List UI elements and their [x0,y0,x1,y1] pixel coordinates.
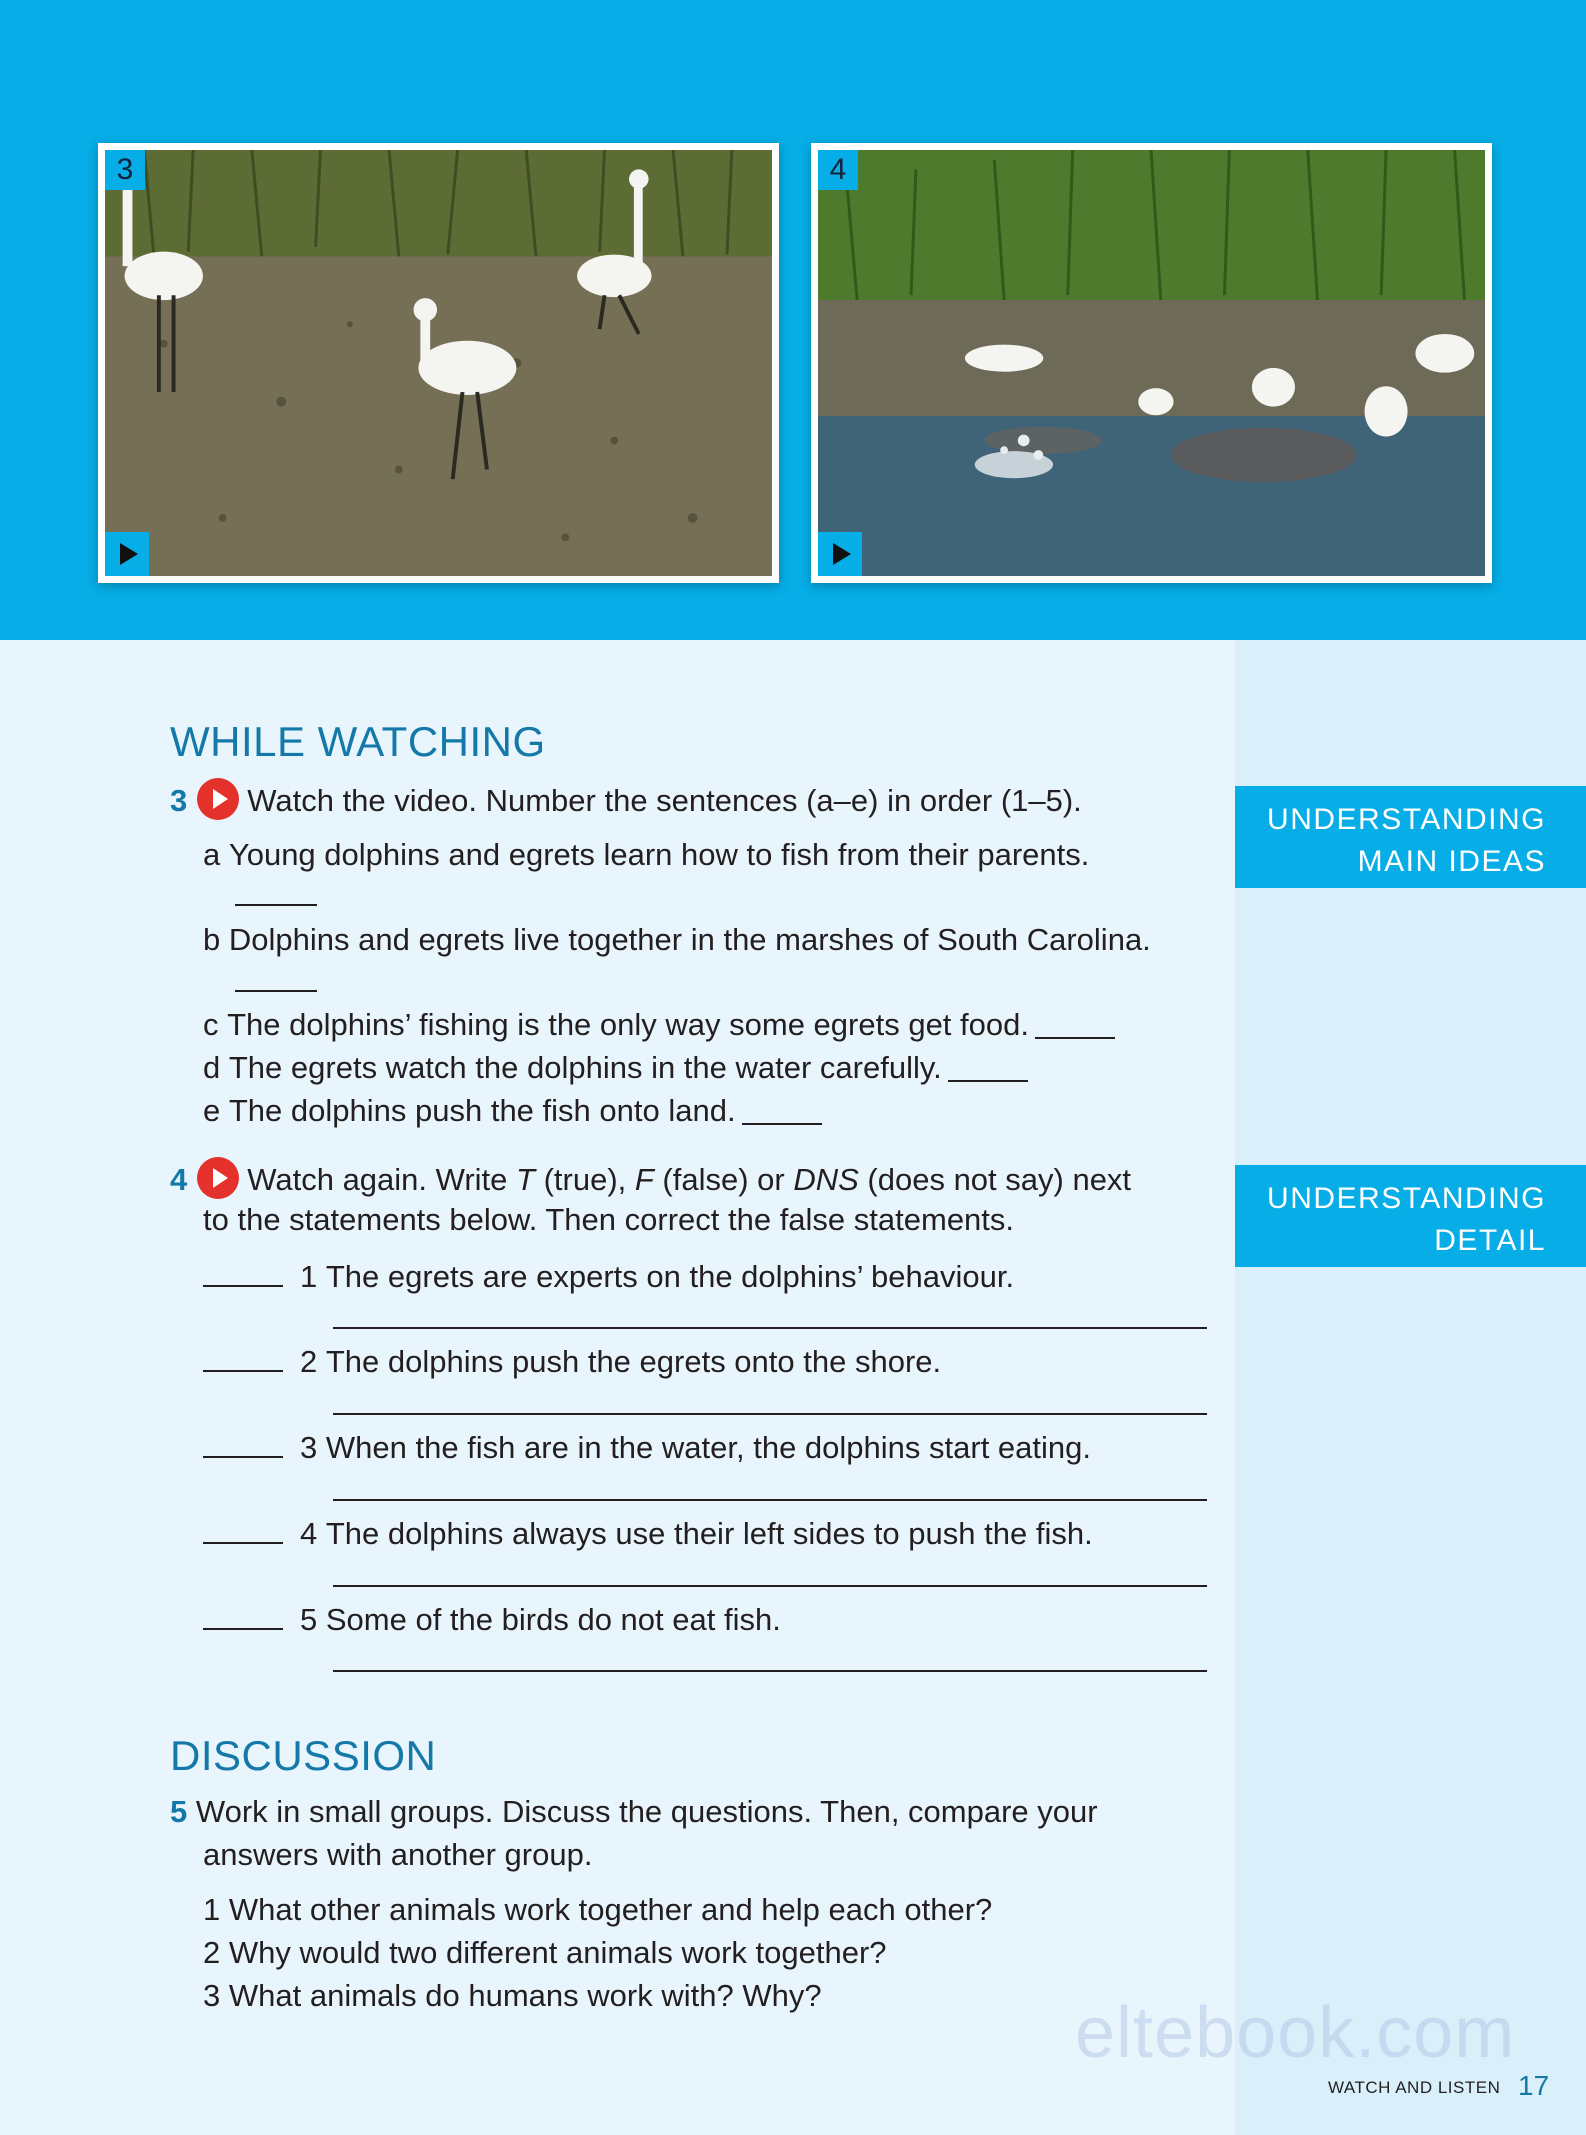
q4-statement-2: 2 The dolphins push the egrets onto the shore. [300,1344,942,1379]
video-play-icon[interactable] [197,1157,239,1199]
question-number: 3 [170,783,188,818]
answer-blank[interactable] [948,1054,1028,1082]
answer-blank[interactable] [203,1542,283,1544]
egrets-on-mudflat-image [105,150,772,576]
q4-instruction-line1: 4 Watch again. Write T (true), F (false) or DNS (does not say) next [170,1157,1131,1200]
correction-line[interactable] [333,1670,1207,1672]
photo-number-badge: 3 [105,150,145,190]
q4-statement-1: 1 The egrets are experts on the dolphins’ behaviour. [300,1259,1015,1294]
answer-blank[interactable] [203,1456,283,1458]
play-icon[interactable] [818,532,862,576]
answer-blank[interactable] [1035,1011,1115,1039]
answer-blank[interactable] [203,1285,283,1287]
answer-blank[interactable] [235,904,317,906]
discussion-question-1: 1 What other animals work together and help each other? [203,1892,993,1927]
q3-item-e: e The dolphins push the fish onto land. [203,1091,822,1131]
q5-instruction-line2: answers with another group. [203,1837,593,1872]
q4-instruction-line2: to the statements below. Then correct the false statements. [203,1202,1015,1237]
answer-blank[interactable] [742,1097,822,1125]
q3-item-b: b Dolphins and egrets live together in the marshes of South Carolina. [203,922,1151,957]
answer-blank[interactable] [203,1370,283,1372]
understanding-main-ideas-tag: UNDERSTANDING MAIN IDEAS [1235,786,1586,888]
page-number: 17 [1518,2070,1550,2101]
discussion-heading: DISCUSSION [170,1732,437,1779]
while-watching-heading: WHILE WATCHING [170,718,546,765]
footer-section-label: WATCH AND LISTEN [1328,2078,1501,2097]
understanding-detail-tag: UNDERSTANDING DETAIL [1235,1165,1586,1267]
discussion-question-2: 2 Why would two different animals work together? [203,1935,887,1970]
q4-statement-3: 3 When the fish are in the water, the dolphins start eating. [300,1430,1091,1465]
answer-blank[interactable] [203,1628,283,1630]
video-still-3[interactable] [98,143,779,583]
q3-item-a: a Young dolphins and egrets learn how to fish from their parents. [203,837,1090,872]
question-number: 5 [170,1794,188,1829]
q4-statement-5: 5 Some of the birds do not eat fish. [300,1602,781,1637]
correction-line[interactable] [333,1327,1207,1329]
answer-blank[interactable] [235,990,317,992]
play-icon[interactable] [105,532,149,576]
video-play-icon[interactable] [197,778,239,820]
watermark: eltebook.com [1075,1993,1516,2073]
q3-item-c: c The dolphins’ fishing is the only way some egrets get food. [203,1005,1115,1045]
q3-item-d: d The egrets watch the dolphins in the water carefully. [203,1048,1028,1088]
correction-line[interactable] [333,1413,1207,1415]
q4-statement-4: 4 The dolphins always use their left sides to push the fish. [300,1516,1093,1551]
q5-instruction-line1: 5 Work in small groups. Discuss the questions. Then, compare your [170,1794,1098,1829]
photo-number-badge: 4 [818,150,858,190]
correction-line[interactable] [333,1585,1207,1587]
correction-line[interactable] [333,1499,1207,1501]
q3-instruction: 3 Watch the video. Number the sentences (a–e) in order (1–5). [170,778,1082,821]
video-still-4[interactable] [811,143,1492,583]
question-number: 4 [170,1162,188,1197]
discussion-question-3: 3 What animals do humans work with? Why? [203,1978,822,2013]
dolphins-pushing-fish-image [818,150,1485,576]
